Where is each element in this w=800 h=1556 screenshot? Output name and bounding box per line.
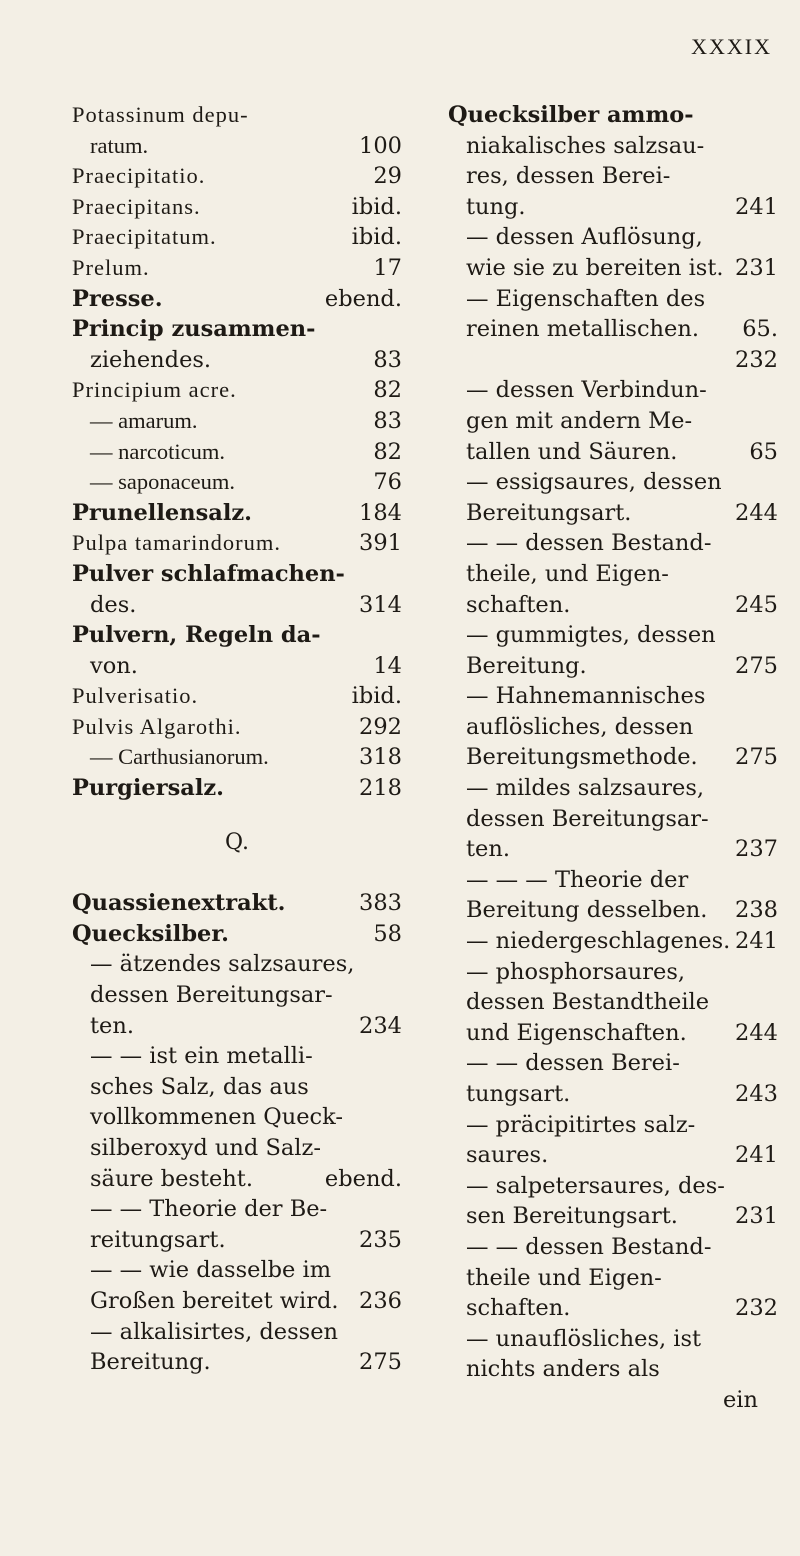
index-entry bbox=[72, 620, 402, 651]
index-entry bbox=[72, 131, 402, 162]
index-entry bbox=[72, 681, 402, 712]
entry-term: niakalisches salzsau- bbox=[466, 132, 705, 159]
index-entry bbox=[448, 253, 778, 284]
page-reference: 231 bbox=[735, 1203, 778, 1230]
index-entry bbox=[448, 1201, 778, 1232]
entry-term: ratum. bbox=[90, 132, 149, 158]
entry-term: tallen und Säuren. bbox=[466, 438, 678, 465]
index-entry bbox=[448, 559, 778, 590]
entry-term: — niedergeschlagenes. bbox=[466, 928, 731, 955]
entry-term: silberoxyd und Salz- bbox=[90, 1135, 321, 1161]
index-entry bbox=[72, 1225, 402, 1256]
page-reference: 100 bbox=[359, 132, 402, 159]
entry-term: Pulpa tamarindorum. bbox=[72, 530, 281, 556]
index-entry bbox=[448, 498, 778, 529]
page-reference: 65 bbox=[749, 438, 778, 465]
entry-term: reinen metallischen. bbox=[466, 316, 700, 343]
page-reference: 83 bbox=[373, 407, 402, 434]
entry-term: Bereitung. bbox=[466, 652, 587, 679]
index-entry bbox=[448, 1110, 778, 1141]
page-reference: 275 bbox=[735, 744, 778, 771]
index-entry bbox=[448, 804, 778, 835]
entry-term: Pulvern, Regeln da- bbox=[72, 622, 321, 649]
index-entry bbox=[448, 957, 778, 988]
index-entry bbox=[448, 406, 778, 437]
entry-term: Großen bereitet wird. bbox=[90, 1287, 339, 1314]
page-reference: 234 bbox=[359, 1012, 402, 1039]
index-entry bbox=[448, 437, 778, 468]
entry-term: und Eigenschaften. bbox=[466, 1019, 687, 1046]
page-reference: 236 bbox=[359, 1287, 402, 1314]
entry-term: — phosphorsaures, bbox=[466, 958, 686, 985]
page-reference: 292 bbox=[359, 713, 402, 740]
entry-term: saures. bbox=[466, 1142, 549, 1169]
index-entry bbox=[72, 980, 402, 1011]
index-entry bbox=[448, 1354, 778, 1385]
entry-term: Praecipitatum. bbox=[72, 224, 217, 250]
entry-term: Bereitung desselben. bbox=[466, 897, 708, 924]
entry-term: — ätzendes salzsaures, bbox=[90, 951, 355, 978]
index-entry bbox=[448, 620, 778, 651]
page-reference: 238 bbox=[735, 897, 778, 924]
page-reference: 244 bbox=[735, 1019, 778, 1046]
index-entry bbox=[72, 1194, 402, 1225]
index-entries-p bbox=[72, 100, 402, 804]
entry-term: dessen Bereitungsar- bbox=[466, 805, 709, 832]
section-heading-q: Q. bbox=[225, 829, 249, 855]
entry-term: Princip zusammen- bbox=[72, 316, 316, 343]
entry-term: Bereitungsmethode. bbox=[466, 744, 698, 771]
index-entry bbox=[72, 1347, 402, 1378]
index-entry bbox=[448, 895, 778, 926]
index-entry bbox=[72, 528, 402, 559]
page-reference: 241 bbox=[735, 193, 778, 220]
entry-term: theile, und Eigen- bbox=[466, 560, 669, 587]
index-entry bbox=[72, 888, 402, 919]
entry-term: sches Salz, das aus bbox=[90, 1073, 309, 1100]
index-entry bbox=[448, 590, 778, 621]
entry-term: Pulver schlafmachen- bbox=[72, 560, 345, 587]
entry-term: — unauflösliches, ist bbox=[466, 1325, 702, 1352]
index-entry bbox=[448, 467, 778, 498]
entry-term: Presse. bbox=[72, 285, 163, 312]
index-entry bbox=[448, 314, 778, 345]
entry-term: Quecksilber. bbox=[72, 920, 229, 947]
page-reference: 244 bbox=[735, 499, 778, 526]
page-reference: 83 bbox=[373, 346, 402, 373]
entry-term: ten. bbox=[466, 836, 511, 863]
page-reference: 383 bbox=[359, 890, 402, 917]
page-reference: 14 bbox=[373, 652, 402, 679]
entry-term: Prelum. bbox=[72, 254, 150, 280]
entry-term: — saponaceum. bbox=[90, 469, 235, 495]
entry-term: — alkalisirtes, dessen bbox=[90, 1318, 339, 1345]
entry-term: — amarum. bbox=[90, 407, 198, 433]
index-entry bbox=[72, 222, 402, 253]
entry-term: Praecipitatio. bbox=[72, 163, 206, 189]
page-reference: 241 bbox=[735, 1142, 778, 1169]
index-entry bbox=[448, 161, 778, 192]
entry-term: — — dessen Bestand- bbox=[466, 530, 712, 557]
index-entry bbox=[448, 1232, 778, 1263]
index-entry bbox=[448, 1293, 778, 1324]
page-reference: ibid. bbox=[351, 224, 402, 251]
page-reference: 243 bbox=[735, 1081, 778, 1107]
index-column-right bbox=[448, 100, 778, 1416]
entry-term: — mildes salzsaures, bbox=[466, 775, 705, 802]
index-entries-q bbox=[72, 888, 402, 1378]
page-reference: 318 bbox=[359, 744, 402, 771]
folio-page-number: XXXIX bbox=[691, 34, 772, 59]
entry-term: — — dessen Berei- bbox=[466, 1050, 680, 1077]
page-reference: 235 bbox=[359, 1226, 402, 1253]
index-entry bbox=[72, 949, 402, 980]
entry-term: — dessen Verbindun- bbox=[466, 377, 707, 404]
index-entry bbox=[448, 865, 778, 896]
index-entry bbox=[72, 437, 402, 468]
entry-term: — — — Theorie der bbox=[466, 866, 689, 893]
index-entry bbox=[448, 987, 778, 1018]
index-entry bbox=[448, 222, 778, 253]
index-entry bbox=[448, 1324, 778, 1355]
entry-term: — Eigenschaften des bbox=[466, 285, 706, 312]
entry-term: Praecipitans. bbox=[72, 193, 201, 219]
entry-term: theile und Eigen- bbox=[466, 1264, 662, 1291]
page-reference: 58 bbox=[373, 920, 402, 947]
index-entry bbox=[72, 253, 402, 284]
index-entry bbox=[448, 284, 778, 315]
page-reference: 17 bbox=[373, 254, 402, 281]
entry-term: — — Theorie der Be- bbox=[90, 1196, 328, 1223]
entry-term: Principium acre. bbox=[72, 377, 237, 403]
index-entry bbox=[448, 192, 778, 223]
index-entry bbox=[72, 1072, 402, 1103]
index-entry bbox=[448, 1048, 778, 1079]
index-entry bbox=[72, 1041, 402, 1072]
index-entry bbox=[72, 314, 402, 345]
page-reference: 241 bbox=[735, 928, 778, 955]
index-entry bbox=[72, 375, 402, 406]
entry-term: reitungsart. bbox=[90, 1226, 226, 1253]
entry-term: — dessen Auflösung, bbox=[466, 224, 703, 251]
page-reference: 237 bbox=[735, 836, 778, 863]
page-reference: 314 bbox=[359, 591, 402, 618]
index-entry bbox=[72, 192, 402, 223]
entry-term: tungsart. bbox=[466, 1081, 571, 1107]
index-entry bbox=[72, 919, 402, 950]
entry-term: auflösliches, dessen bbox=[466, 713, 694, 740]
entry-term: nichts anders als bbox=[466, 1356, 660, 1383]
index-entry bbox=[448, 375, 778, 406]
index-entry bbox=[448, 1263, 778, 1294]
page-reference: 391 bbox=[359, 530, 402, 557]
page-reference: 65. bbox=[742, 316, 778, 343]
page-reference: ibid. bbox=[351, 193, 402, 220]
page-reference: 275 bbox=[735, 652, 778, 679]
entry-term: von. bbox=[90, 652, 138, 679]
index-entry bbox=[448, 345, 778, 376]
index-entry bbox=[448, 681, 778, 712]
entry-term: res, dessen Berei- bbox=[466, 163, 671, 190]
page-reference: 275 bbox=[359, 1349, 402, 1376]
index-entry bbox=[448, 834, 778, 865]
entry-term: Purgiersalz. bbox=[72, 775, 224, 802]
index-column-left bbox=[72, 100, 402, 1378]
entry-term: ziehendes. bbox=[90, 346, 212, 373]
entry-term: Quecksilber ammo- bbox=[448, 102, 694, 128]
index-entry bbox=[448, 1385, 778, 1416]
entry-term: tung. bbox=[466, 193, 526, 220]
entry-term: dessen Bestandtheile bbox=[466, 989, 710, 1016]
page-reference: ebend. bbox=[324, 285, 402, 312]
index-entry bbox=[72, 467, 402, 498]
page-reference: 232 bbox=[735, 1295, 778, 1322]
entry-term: Bereitungsart. bbox=[466, 499, 632, 526]
entry-term: schaften. bbox=[466, 591, 571, 618]
page-reference: 245 bbox=[735, 591, 778, 618]
entry-term bbox=[448, 347, 466, 373]
index-entry bbox=[448, 1140, 778, 1171]
page-reference: 76 bbox=[373, 469, 402, 496]
page-reference: 232 bbox=[735, 346, 778, 373]
index-entry bbox=[72, 161, 402, 192]
index-entry bbox=[448, 773, 778, 804]
entry-term: des. bbox=[90, 591, 137, 618]
index-entry bbox=[72, 742, 402, 773]
entry-term: ein bbox=[722, 1386, 758, 1413]
index-entry bbox=[448, 712, 778, 743]
index-entry bbox=[72, 406, 402, 437]
entry-term: ten. bbox=[90, 1012, 135, 1039]
index-entry bbox=[448, 742, 778, 773]
index-entry bbox=[448, 528, 778, 559]
page-reference: 218 bbox=[359, 775, 402, 802]
index-entry bbox=[72, 100, 402, 131]
entry-term: — Hahnemannisches bbox=[466, 683, 706, 710]
index-entry bbox=[448, 1079, 778, 1110]
page-reference: 29 bbox=[373, 163, 402, 190]
index-entry bbox=[72, 1011, 402, 1042]
entry-term: Pulvis Algarothi. bbox=[72, 713, 242, 739]
entry-term: — — ist ein metalli- bbox=[90, 1043, 313, 1070]
page-reference: 82 bbox=[373, 377, 402, 404]
index-entry bbox=[72, 559, 402, 590]
index-entry bbox=[72, 498, 402, 529]
entry-term: — — wie dasselbe im bbox=[90, 1257, 332, 1284]
index-entry bbox=[448, 131, 778, 162]
index-entry bbox=[72, 1255, 402, 1286]
entry-term: Pulverisatio. bbox=[72, 683, 199, 709]
index-entry bbox=[72, 1133, 402, 1164]
index-entry bbox=[72, 651, 402, 682]
index-entry bbox=[72, 1286, 402, 1317]
entry-term: sen Bereitungsart. bbox=[466, 1203, 678, 1230]
entry-term: — gummigtes, dessen bbox=[466, 622, 716, 649]
entry-term: — narcoticum. bbox=[90, 438, 225, 464]
index-entry bbox=[448, 1018, 778, 1049]
index-entry bbox=[448, 926, 778, 957]
entry-term: gen mit andern Me- bbox=[466, 407, 693, 434]
entry-term: — — dessen Bestand- bbox=[466, 1233, 712, 1260]
entry-term: säure besteht. bbox=[90, 1165, 253, 1192]
index-entry bbox=[72, 590, 402, 621]
index-entry bbox=[448, 100, 778, 131]
index-entry bbox=[448, 1171, 778, 1202]
index-entry bbox=[72, 712, 402, 743]
entry-term: vollkommenen Queck- bbox=[90, 1104, 343, 1131]
index-entry bbox=[72, 284, 402, 315]
index-entry bbox=[72, 773, 402, 804]
page-reference: 184 bbox=[359, 499, 402, 526]
index-entries-q-continued bbox=[448, 100, 778, 1416]
entry-term: — Carthusianorum. bbox=[90, 744, 269, 770]
entry-term: — salpetersaures, des- bbox=[466, 1172, 725, 1199]
entry-term: — essigsaures, dessen bbox=[466, 469, 722, 496]
entry-term: Prunellensalz. bbox=[72, 499, 252, 526]
index-entry bbox=[72, 1164, 402, 1195]
entry-term: Bereitung. bbox=[90, 1349, 211, 1376]
index-entry bbox=[448, 651, 778, 682]
page-reference: ebend. bbox=[324, 1165, 402, 1192]
entry-term: wie sie zu bereiten ist. bbox=[466, 254, 724, 281]
page-reference: 82 bbox=[373, 438, 402, 465]
entry-term: dessen Bereitungsar- bbox=[90, 982, 333, 1009]
entry-term: Quassienextrakt. bbox=[72, 890, 286, 917]
page-reference: 231 bbox=[735, 254, 778, 281]
index-entry bbox=[72, 1102, 402, 1133]
entry-term: — präcipitirtes salz- bbox=[466, 1111, 696, 1138]
entry-term: Potassinum depu- bbox=[72, 102, 249, 127]
index-entry bbox=[72, 345, 402, 376]
page-reference: ibid. bbox=[351, 683, 402, 710]
index-entry bbox=[72, 1317, 402, 1348]
entry-term: schaften. bbox=[466, 1295, 571, 1322]
